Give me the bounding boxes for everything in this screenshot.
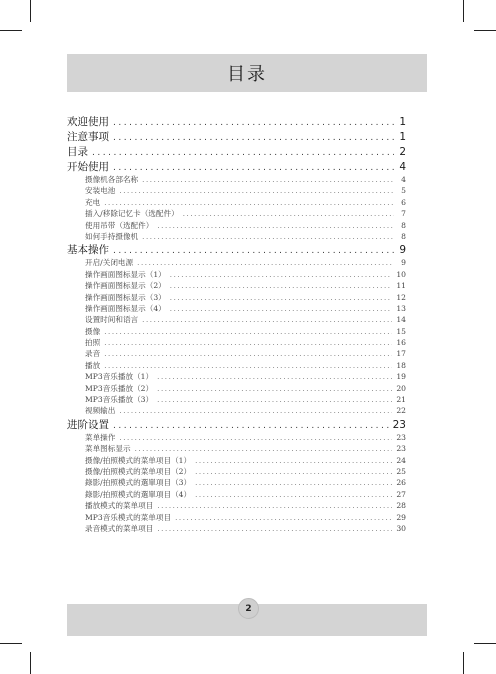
toc-subentry[interactable] bbox=[67, 174, 406, 185]
toc-subentry-label: 使用吊带（选配件） bbox=[85, 220, 154, 230]
toc-subentry-label: 开启/关闭电源 bbox=[85, 258, 134, 268]
leader-dots bbox=[157, 525, 392, 533]
leader-dots bbox=[135, 445, 393, 453]
toc-subentry[interactable] bbox=[67, 432, 406, 443]
toc-subentry-label: 如何手持摄像机 bbox=[85, 231, 139, 241]
toc-subentry-page: 24 bbox=[396, 455, 406, 465]
toc-subentry-label: 设置时间和语言 bbox=[85, 315, 139, 325]
crop-mark bbox=[463, 0, 464, 22]
toc-subentry-page: 12 bbox=[396, 292, 406, 302]
leader-dots bbox=[113, 133, 394, 143]
toc-subentry[interactable] bbox=[67, 443, 406, 454]
toc-subentry-label: 操作画面图标显示（2） bbox=[85, 281, 166, 291]
toc-subentry[interactable] bbox=[67, 500, 406, 511]
toc-subentry[interactable] bbox=[67, 489, 406, 500]
toc-subentry-label: 操作画面图标显示（1） bbox=[85, 269, 166, 279]
toc-entry[interactable] bbox=[67, 242, 406, 257]
toc-subentry-page: 21 bbox=[396, 395, 406, 405]
toc-subentry[interactable] bbox=[67, 197, 406, 208]
toc-entry[interactable] bbox=[67, 144, 406, 159]
toc-subentry-page: 5 bbox=[401, 186, 406, 196]
toc-subentry[interactable] bbox=[67, 394, 406, 405]
leader-dots bbox=[183, 210, 394, 218]
toc-subentry-label: 播放 bbox=[85, 360, 101, 370]
toc-subentry-page: 8 bbox=[401, 231, 406, 241]
leader-dots bbox=[195, 491, 392, 499]
toc-subentry-label: 插入/移除记忆卡（选配件） bbox=[85, 209, 179, 219]
crop-mark bbox=[0, 643, 22, 644]
toc-subentry[interactable] bbox=[67, 466, 406, 477]
toc-subentry-label: 錄影/拍照模式的選單項目（3） bbox=[85, 478, 192, 488]
leader-dots bbox=[104, 199, 394, 207]
toc-subentry-page: 28 bbox=[396, 501, 406, 511]
toc-subentry-page: 18 bbox=[396, 360, 406, 370]
toc-subentry-label: 操作画面图标显示（4） bbox=[85, 303, 166, 313]
crop-mark bbox=[474, 30, 496, 31]
crop-mark bbox=[30, 652, 31, 674]
toc-entry[interactable] bbox=[67, 417, 406, 432]
leader-dots bbox=[113, 118, 394, 128]
toc-subentry-page: 6 bbox=[401, 197, 406, 207]
toc-entry[interactable] bbox=[67, 114, 406, 129]
toc-entry-page: 4 bbox=[399, 161, 406, 173]
toc-subentry[interactable] bbox=[67, 371, 406, 382]
toc-subentry[interactable] bbox=[67, 208, 406, 219]
toc-subentry[interactable] bbox=[67, 383, 406, 394]
toc-subentry-page: 25 bbox=[396, 466, 406, 476]
toc-section bbox=[67, 114, 406, 129]
leader-dots bbox=[170, 294, 393, 302]
title-bar bbox=[67, 54, 427, 92]
toc-subentry[interactable] bbox=[67, 348, 406, 359]
leader-dots bbox=[195, 468, 392, 476]
toc-subentry-label: MP3音乐播放（2） bbox=[85, 383, 154, 393]
toc-subentry-label: 摄像/拍照模式的菜单项目（1） bbox=[85, 455, 192, 465]
toc-subentry[interactable] bbox=[67, 185, 406, 196]
leader-dots bbox=[175, 514, 392, 522]
toc-subentry[interactable] bbox=[67, 220, 406, 231]
toc-subentry-label: 拍照 bbox=[85, 338, 101, 348]
toc-subentry-label: 菜单图标显示 bbox=[85, 444, 131, 454]
toc-subentry-label: 录音模式的菜单项目 bbox=[85, 523, 154, 533]
toc-entry[interactable] bbox=[67, 129, 406, 144]
leader-dots bbox=[170, 271, 393, 279]
toc-entry-page: 1 bbox=[399, 116, 406, 128]
crop-mark bbox=[0, 30, 22, 31]
toc-entry-page: 23 bbox=[392, 418, 406, 431]
toc-subentry-page: 30 bbox=[396, 523, 406, 533]
leader-dots bbox=[170, 282, 393, 290]
toc-subentry-page: 16 bbox=[396, 338, 406, 348]
toc-subentry[interactable] bbox=[67, 405, 406, 416]
page-title: 目录 bbox=[227, 64, 267, 85]
toc-section bbox=[67, 417, 406, 535]
leader-dots bbox=[195, 479, 392, 487]
toc-subentry-label: 錄影/拍照模式的選單項目（4） bbox=[85, 489, 192, 499]
toc-subentry-page: 26 bbox=[396, 478, 406, 488]
toc-subentry-label: 菜单操作 bbox=[85, 432, 116, 442]
toc-subentry-page: 15 bbox=[396, 326, 406, 336]
toc-subentry-page: 29 bbox=[396, 512, 406, 522]
toc-section bbox=[67, 144, 406, 159]
toc-entry-page: 2 bbox=[399, 146, 406, 158]
toc-subentry[interactable] bbox=[67, 269, 406, 280]
toc-subentry-label: 充电 bbox=[85, 197, 101, 207]
leader-dots bbox=[157, 222, 394, 230]
crop-mark bbox=[30, 0, 31, 22]
toc-section bbox=[67, 129, 406, 144]
crop-mark bbox=[463, 652, 464, 674]
toc-subentry[interactable] bbox=[67, 523, 406, 534]
toc-subentry[interactable] bbox=[67, 477, 406, 488]
crop-mark bbox=[474, 643, 496, 644]
toc-entry[interactable] bbox=[67, 159, 406, 174]
toc-entry-label: 基本操作 bbox=[67, 244, 109, 257]
toc-subentry-label: 摄像/拍照模式的菜单项目（2） bbox=[85, 466, 192, 476]
leader-dots bbox=[113, 246, 394, 256]
page-number-badge bbox=[238, 598, 259, 619]
toc-entry-page: 9 bbox=[399, 244, 406, 257]
toc-entry-label: 目录 bbox=[67, 146, 88, 158]
toc-subentry-page: 17 bbox=[396, 349, 406, 359]
toc-subentry[interactable] bbox=[67, 326, 406, 337]
toc-subentry[interactable] bbox=[67, 455, 406, 466]
leader-dots bbox=[119, 434, 392, 442]
toc-subentry-label: 安装电池 bbox=[85, 186, 116, 196]
toc-entry-label: 注意事项 bbox=[67, 131, 109, 143]
leader-dots bbox=[92, 148, 394, 158]
toc-subentry-page: 22 bbox=[396, 406, 406, 416]
leader-dots bbox=[157, 396, 392, 404]
toc-subentry-page: 10 bbox=[396, 269, 406, 279]
toc-subentry-page: 19 bbox=[396, 372, 406, 382]
toc-subentry-page: 11 bbox=[396, 281, 406, 291]
leader-dots bbox=[104, 328, 392, 336]
toc-subentry[interactable] bbox=[67, 257, 406, 268]
toc-subentry-label: 摄像 bbox=[85, 326, 101, 336]
toc-subentry[interactable] bbox=[67, 292, 406, 303]
leader-dots bbox=[104, 339, 392, 347]
leader-dots bbox=[142, 316, 392, 324]
leader-dots bbox=[119, 187, 394, 195]
toc-section bbox=[67, 242, 406, 416]
toc-subentry[interactable] bbox=[67, 337, 406, 348]
leader-dots bbox=[195, 457, 392, 465]
toc-subentry-page: 9 bbox=[401, 258, 406, 268]
toc-entry-label: 进阶设置 bbox=[67, 418, 109, 431]
toc-subentry-label: 播放模式的菜单项目 bbox=[85, 501, 154, 511]
toc-subentry[interactable] bbox=[67, 360, 406, 371]
leader-dots bbox=[157, 373, 392, 381]
toc-entry-label: 开始使用 bbox=[67, 161, 109, 173]
leader-dots bbox=[104, 350, 392, 358]
toc-subentry-page: 7 bbox=[401, 209, 406, 219]
toc-subentry-page: 23 bbox=[396, 432, 406, 442]
leader-dots bbox=[137, 259, 394, 267]
page-number: 2 bbox=[245, 603, 252, 614]
leader-dots bbox=[142, 176, 394, 184]
toc-entry-label: 欢迎使用 bbox=[67, 116, 109, 128]
toc-subentry-page: 4 bbox=[401, 175, 406, 184]
toc-subentry-label: 录音 bbox=[85, 349, 101, 359]
toc-subentry[interactable] bbox=[67, 280, 406, 291]
toc-subentry-page: 8 bbox=[401, 220, 406, 230]
toc-subentry-page: 23 bbox=[396, 444, 406, 454]
toc-subentry-page: 13 bbox=[396, 303, 406, 313]
leader-dots bbox=[157, 502, 392, 510]
toc-subentry[interactable] bbox=[67, 512, 406, 523]
leader-dots bbox=[113, 163, 394, 173]
toc-subentry-page: 27 bbox=[396, 489, 406, 499]
toc-subentry-label: MP3音乐播放（1） bbox=[85, 372, 154, 382]
leader-dots bbox=[170, 305, 393, 313]
leader-dots bbox=[142, 233, 394, 241]
leader-dots bbox=[157, 385, 392, 393]
toc-subentry[interactable] bbox=[67, 231, 406, 242]
toc-section bbox=[67, 159, 406, 242]
table-of-contents bbox=[67, 114, 406, 534]
toc-subentry-label: 视频输出 bbox=[85, 406, 116, 416]
toc-subentry[interactable] bbox=[67, 314, 406, 325]
toc-entry-page: 1 bbox=[399, 131, 406, 143]
toc-subentry[interactable] bbox=[67, 303, 406, 314]
toc-subentry-label: 摄像机各部名称 bbox=[85, 175, 139, 184]
leader-dots bbox=[113, 421, 389, 431]
toc-subentry-label: MP3音乐播放（3） bbox=[85, 395, 154, 405]
toc-subentry-label: 操作画面图标显示（3） bbox=[85, 292, 166, 302]
leader-dots bbox=[119, 407, 392, 415]
toc-subentry-page: 14 bbox=[396, 315, 406, 325]
leader-dots bbox=[104, 362, 392, 370]
toc-subentry-label: MP3音乐模式的菜单项目 bbox=[85, 512, 172, 522]
toc-subentry-page: 20 bbox=[396, 383, 406, 393]
